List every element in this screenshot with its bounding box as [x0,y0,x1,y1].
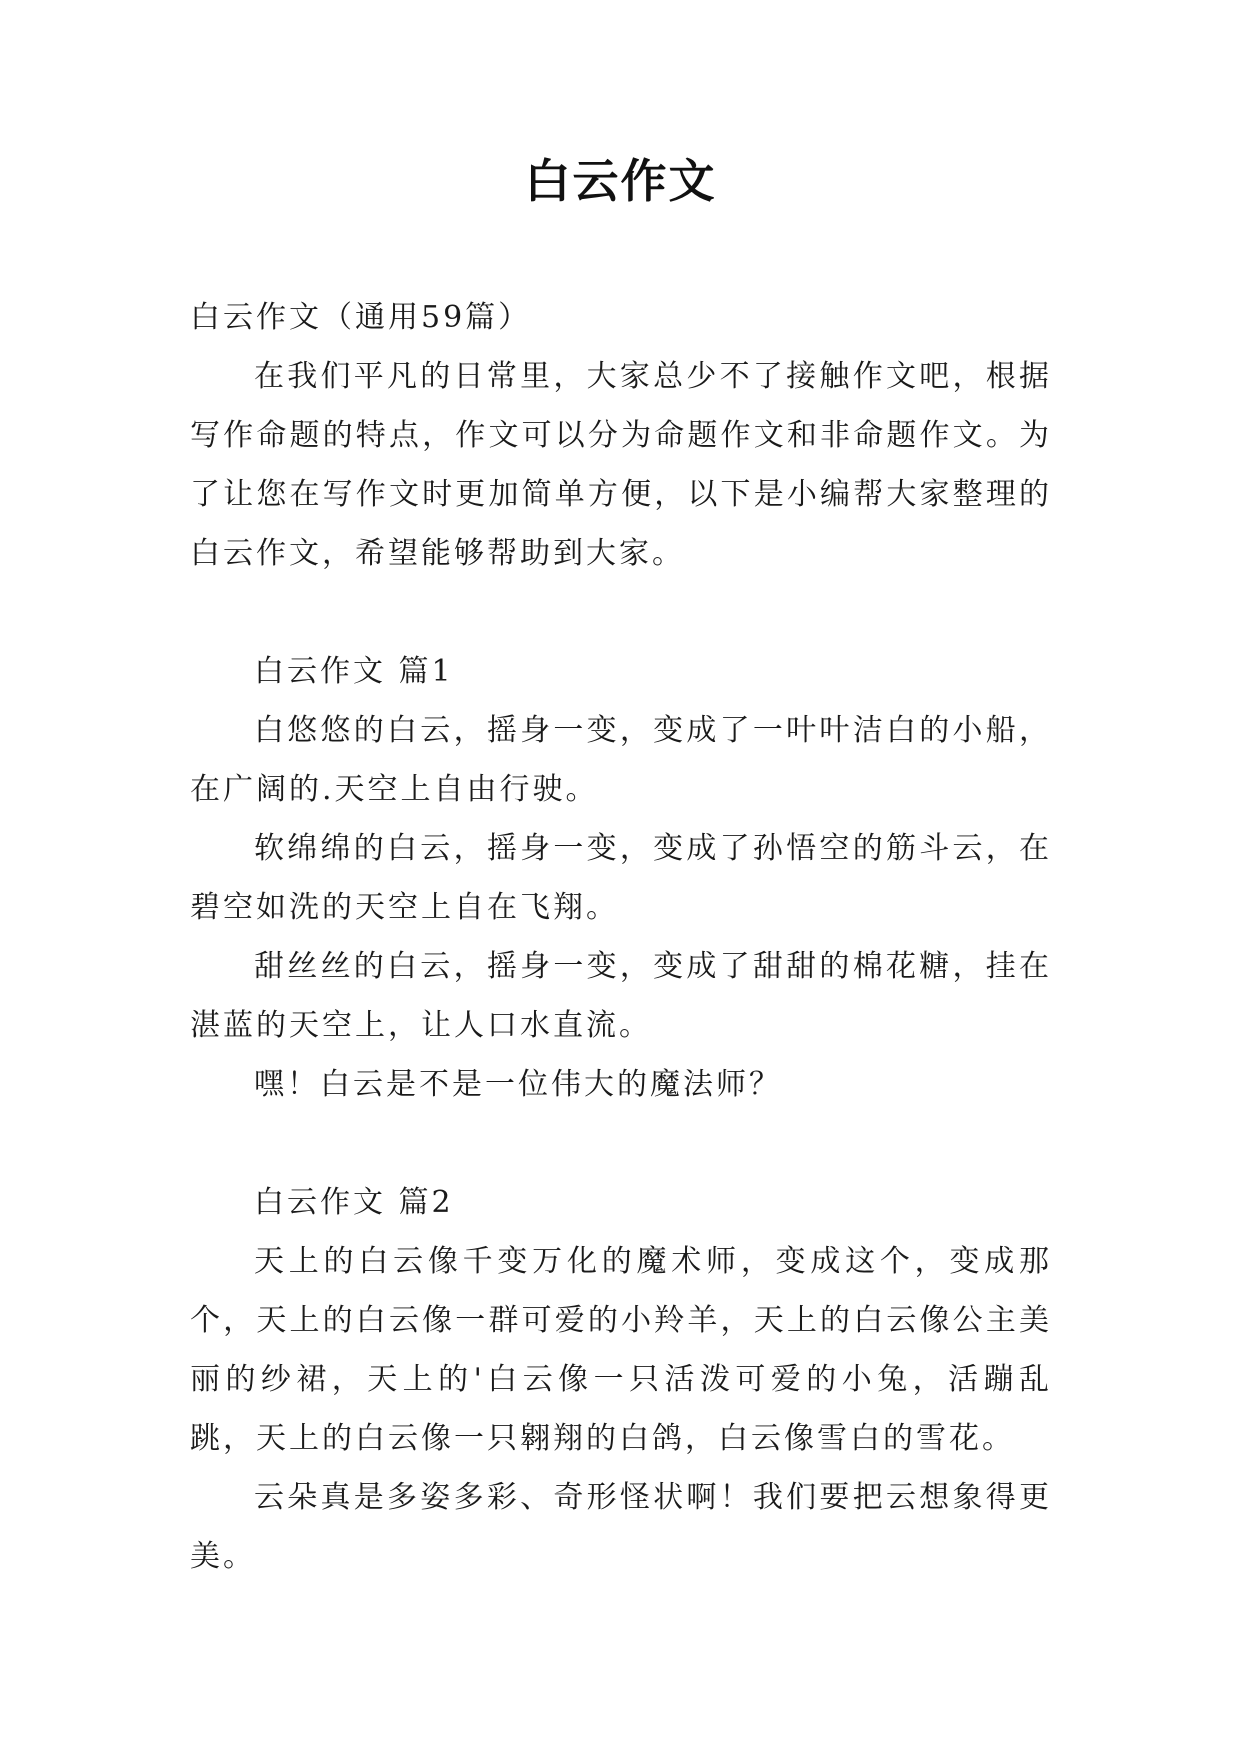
paragraph: 云朵真是多姿多彩、奇形怪状啊！我们要把云想象得更美。 [190,1480,1052,1574]
page-title: 白云作文 [524,154,717,208]
spacer [190,1114,1052,1173]
paragraph: 嘿！白云是不是一位伟大的魔法师？ [254,1067,782,1102]
section-heading: 白云作文 篇1 [254,654,454,689]
subtitle: 白云作文（通用59篇） [190,300,532,335]
paragraph: 甜丝丝的白云，摇身一变，变成了甜甜的棉花糖，挂在湛蓝的天空上，让人口水直流。 [190,949,1052,1043]
spacer [190,583,1052,642]
section-heading: 白云作文 篇2 [254,1185,454,1220]
document-body [190,288,1052,1586]
paragraph: 软绵绵的白云，摇身一变，变成了孙悟空的筋斗云，在碧空如洗的天空上自在飞翔。 [190,831,1052,925]
intro-paragraph: 在我们平凡的日常里，大家总少不了接触作文吧，根据写作命题的特点，作文可以分为命题作文和非命题作文。为了让您在写作文时更加简单方便，以下是小编帮大家整理的白云作文，希望能够帮助到大家。 [190,359,1052,571]
paragraph: 天上的白云像千变万化的魔术师，变成这个，变成那个，天上的白云像一群可爱的小羚羊，天上的白云像公主美丽的纱裙，天上的'白云像一只活泼可爱的小兔，活蹦乱跳，天上的白云像一只翱翔的白鸽，白云像雪白的雪花。 [190,1244,1052,1456]
paragraph: 白悠悠的白云，摇身一变，变成了一叶叶洁白的小船，在广阔的.天空上自由行驶。 [190,713,1052,807]
